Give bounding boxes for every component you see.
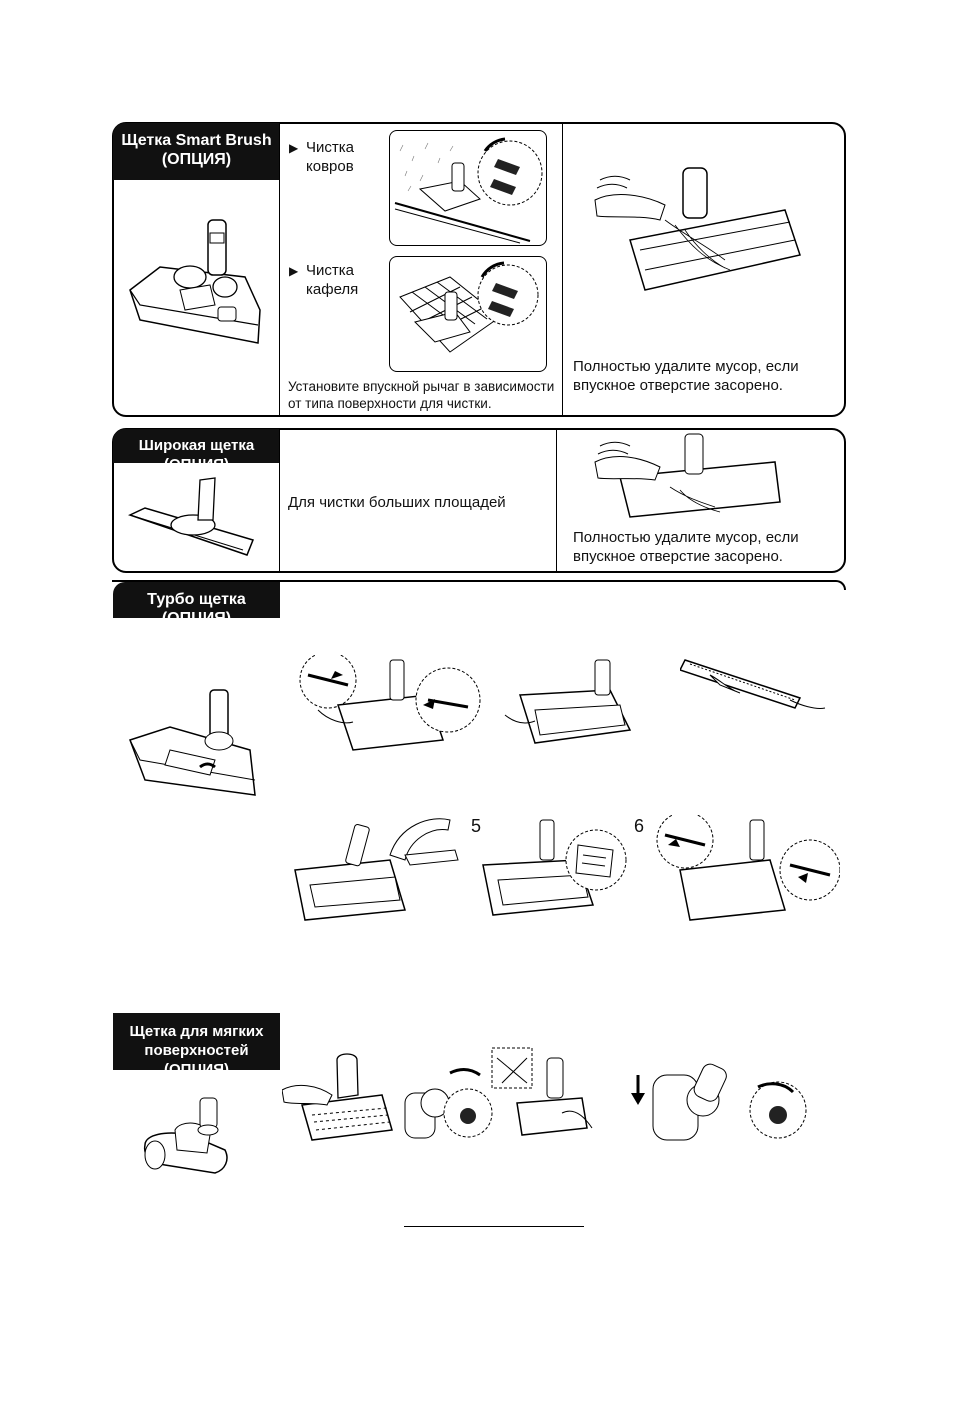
- debris-note-line2: впускное отверстие засорено.: [573, 377, 783, 394]
- smart-brush-illustration: [120, 215, 270, 355]
- carpet-label-line2: ковров: [306, 158, 354, 175]
- debris-note-line2: впускное отверстие засорено.: [573, 548, 783, 565]
- soft-brush-title-line1: Щетка для мягких: [129, 1023, 264, 1040]
- clean-intake-illustration: [585, 160, 820, 295]
- soft-brush-title-line2: поверхностей (ОПЦИЯ): [144, 1042, 249, 1078]
- wide-brush-description: Для чистки больших площадей: [288, 494, 506, 511]
- divider: [279, 429, 280, 571]
- lever-note-line2: от типа поверхности для чистки.: [288, 396, 492, 411]
- tile-label: [306, 261, 358, 299]
- wide-brush-illustration: [125, 470, 275, 565]
- soft-brush-step2-illustration: [400, 1058, 495, 1153]
- turbo-step5-illustration: [478, 815, 628, 920]
- turbo-step1-illustration: [298, 655, 483, 755]
- divider: [279, 123, 280, 415]
- carpet-arrow-icon: ▶: [289, 141, 299, 155]
- tile-label-line1: Чистка: [306, 262, 354, 279]
- carpet-label: [306, 138, 354, 176]
- debris-note-line1: Полностью удалите мусор, если: [573, 529, 799, 546]
- smart-brush-title: [113, 123, 280, 180]
- wide-brush-debris-note: [573, 528, 799, 566]
- smart-brush-debris-note: [573, 357, 799, 395]
- soft-brush-illustration: [135, 1095, 240, 1180]
- lever-note-line1: Установите впускной рычаг в зависимости: [288, 379, 555, 394]
- debris-note-line1: Полностью удалите мусор, если: [573, 358, 799, 375]
- turbo-brush-illustration: [125, 685, 265, 810]
- carpet-label-line1: Чистка: [306, 139, 354, 156]
- soft-brush-step4-illustration: [628, 1055, 808, 1150]
- turbo-step6-illustration: [650, 815, 840, 925]
- soft-brush-step3-illustration: [487, 1043, 602, 1143]
- carpet-mode-illustration: [389, 130, 547, 246]
- smart-brush-title-line2: (ОПЦИЯ): [161, 151, 232, 168]
- soft-brush-step1-illustration: [282, 1050, 402, 1150]
- turbo-step3-illustration: [680, 650, 830, 725]
- turbo-step5-number: 5: [471, 816, 482, 836]
- turbo-step4-illustration: [290, 815, 465, 925]
- tile-arrow-icon: ▶: [289, 264, 299, 278]
- wide-brush-title: Широкая щетка (ОПЦИЯ): [113, 429, 280, 463]
- wide-brush-clean-illustration: [590, 432, 790, 522]
- smart-brush-title-line1: Щетка Smart Brush: [121, 132, 272, 149]
- turbo-step2-illustration: [500, 655, 640, 750]
- divider: [556, 429, 557, 571]
- tile-mode-illustration: [389, 256, 547, 372]
- soft-brush-title: [113, 1013, 280, 1078]
- turbo-step6-number: 6: [634, 816, 645, 836]
- tile-label-line2: кафеля: [306, 281, 359, 298]
- bottom-divider: [404, 1226, 584, 1227]
- lever-note: [288, 378, 554, 412]
- turbo-brush-title: Турбо щетка (ОПЦИЯ): [113, 582, 280, 618]
- divider: [562, 123, 563, 415]
